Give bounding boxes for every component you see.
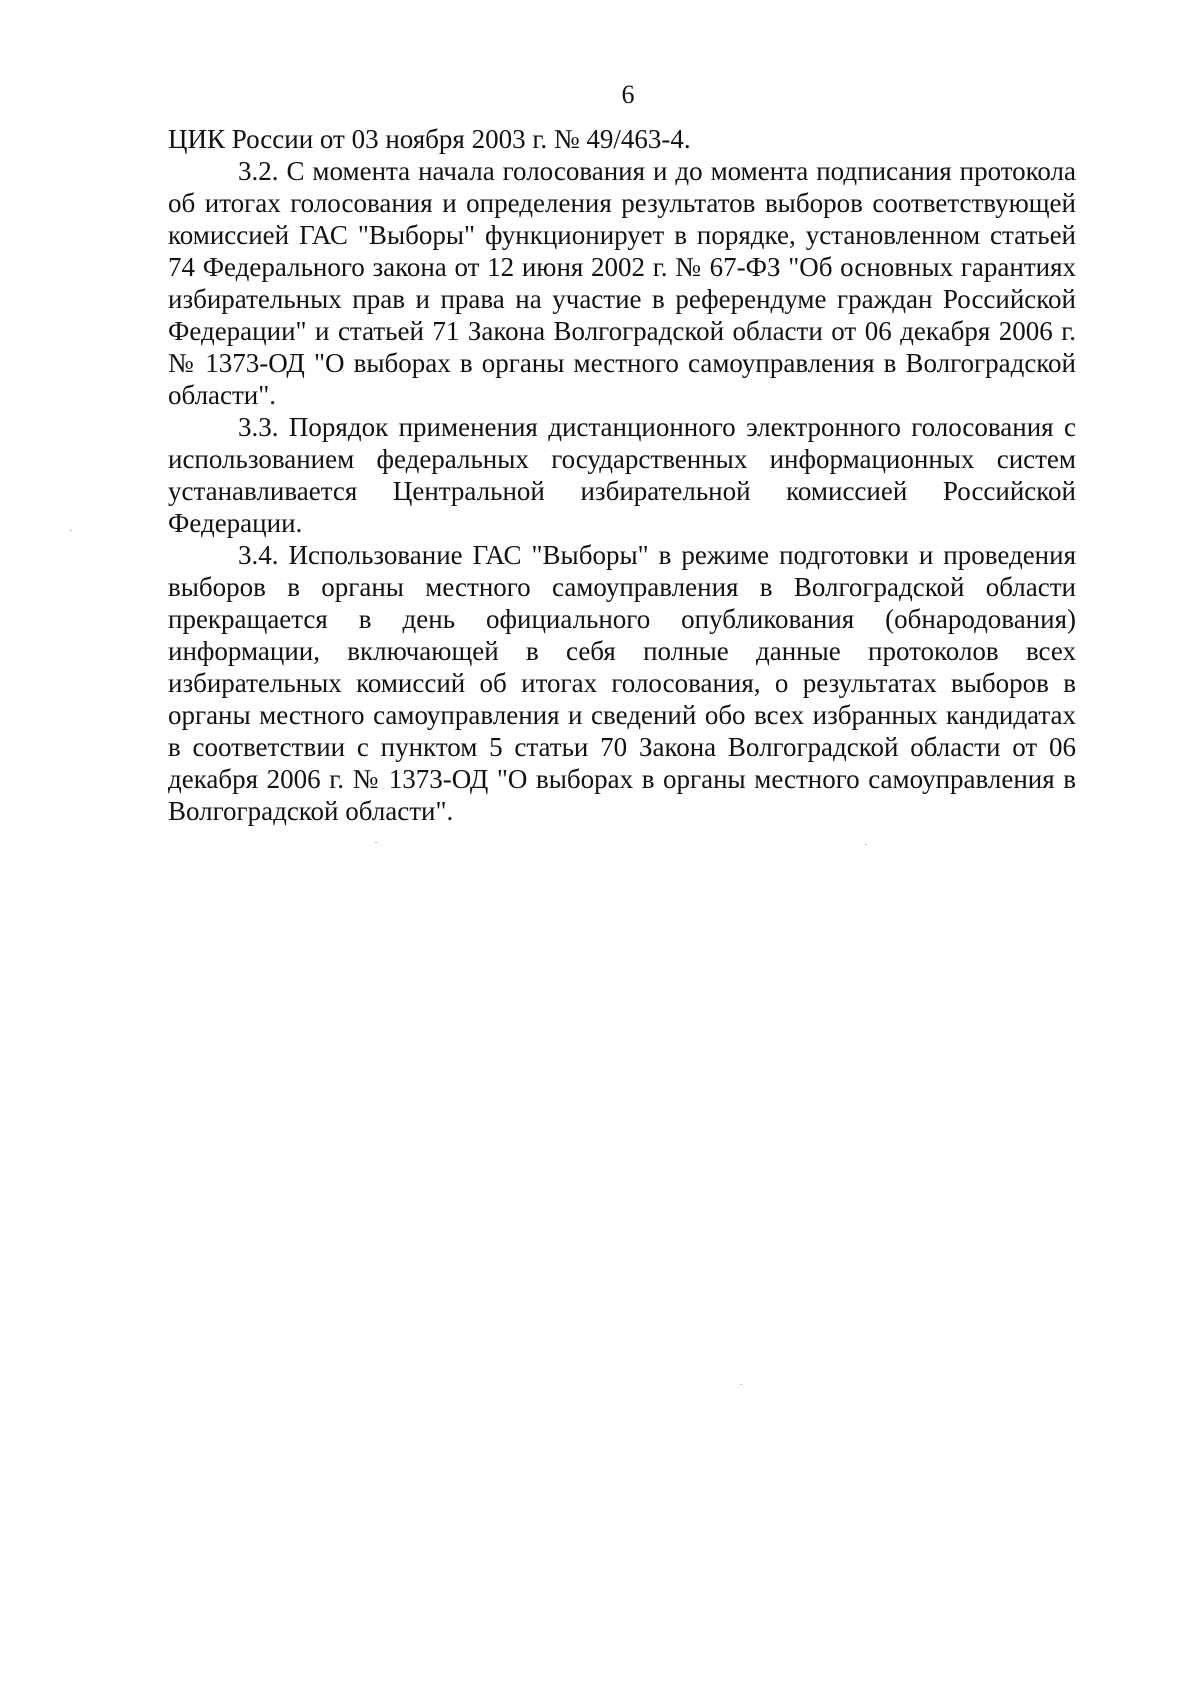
document-body (168, 123, 1076, 827)
page-number: 6 (621, 80, 635, 109)
scan-speck (740, 1384, 742, 1385)
paragraph-clause-3-4: 3.4. Использование ГАС "Выборы" в режиме подготовки и проведения выборов в органы местного самоуправления в Волгоградской области прекращается в день официального опубликования (обнародования) информации, включающей в себя полные данные протоколов всех избирательных комиссий об итогах голосования, о результатах выборов в органы местного самоуправления и сведений обо всех избранных кандидатах в соответствии с пунктом 5 статьи 70 Закона Волгоградской области от 06 декабря 2006 г. № 1373-ОД "О выборах в органы местного самоуправления в Волгоградской области". (168, 540, 1076, 826)
scan-speck (375, 842, 377, 843)
paragraph-clause-3-3: 3.3. Порядок применения дистанционного электронного голосования с использованием федеральных государственных информационных систем устанавливается Центральной избирательной комиссией Российской Федерации. (168, 412, 1076, 538)
scan-speck (865, 844, 867, 845)
paragraph-intro-line: ЦИК России от 03 ноября 2003 г. № 49/463-4. (168, 124, 691, 154)
paragraph-clause-3-2: 3.2. С момента начала голосования и до момента подписания протокола об итогах голосования и определения результатов выборов соответствующей комиссией ГАС "Выборы" функционирует в порядке, установленном статьей 74 Федерального закона от 12 июня 2002 г. № 67-ФЗ "Об основных гарантиях избирательных прав и права на участие в референдуме граждан Российской Федерации" и статьей 71 Закона Волгоградской области от 06 декабря 2006 г. № 1373-ОД "О выборах в органы местного самоуправления в Волгоградской области". (168, 156, 1076, 410)
scan-speck (70, 530, 72, 531)
